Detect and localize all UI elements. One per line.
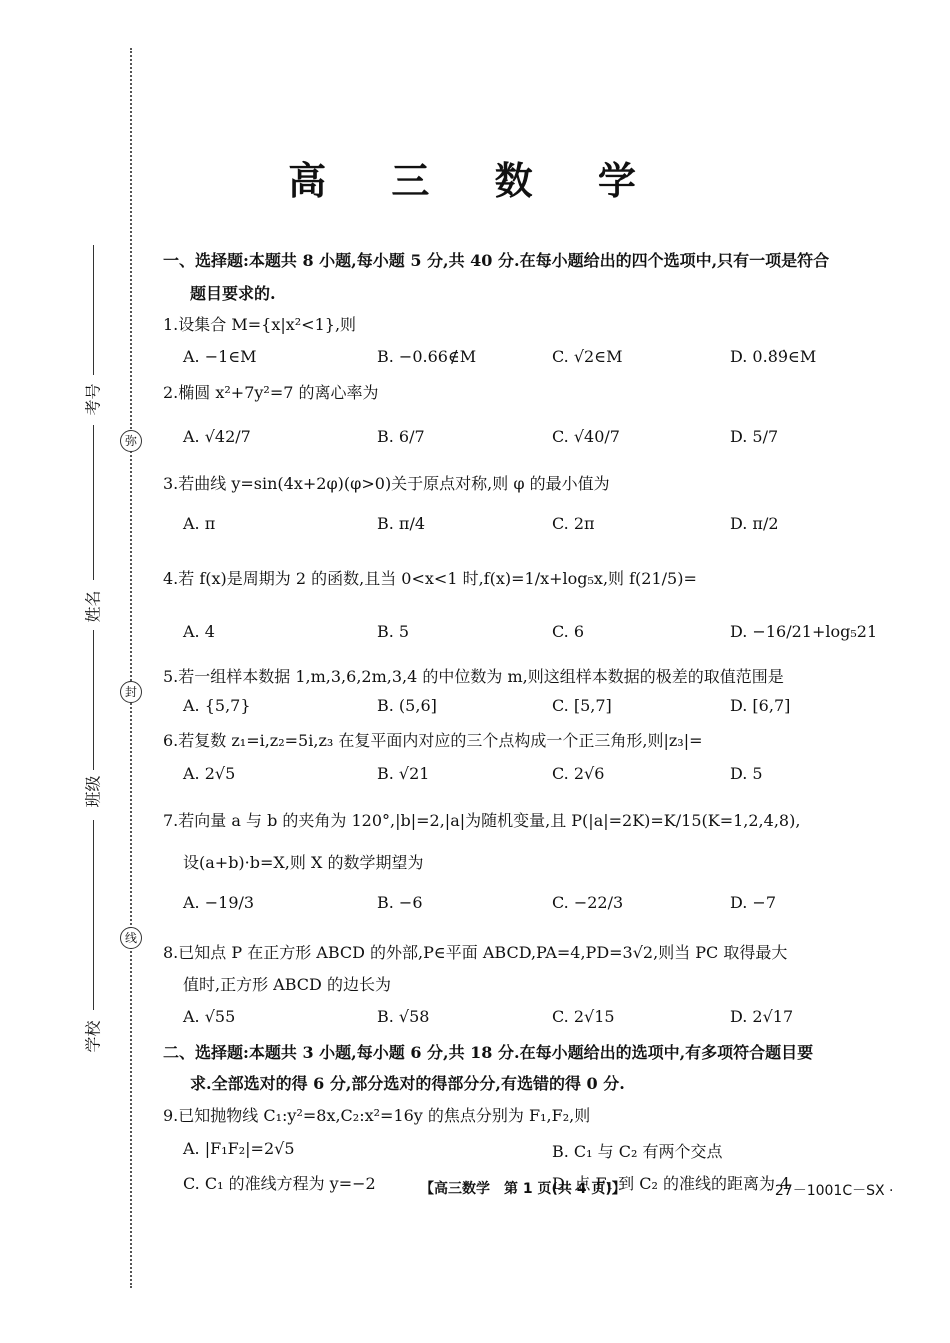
section2-heading: 二、选择题:本题共 3 小题,每小题 6 分,共 18 分.在每小题给出的选项中,有多项符合题目要 — [163, 1043, 814, 1062]
q5-option-c: C. [5,7] — [552, 696, 612, 715]
q5-stem: 5.若一组样本数据 1,m,3,6,2m,3,4 的中位数为 m,则这组样本数据的极差的取值范围是 — [163, 667, 784, 686]
q4-stem: 4.若 f(x)是周期为 2 的函数,且当 0<x<1 时,f(x)=1/x+log₅x,则 f(21/5)= — [163, 569, 697, 588]
q3-stem: 3.若曲线 y=sin(4x+2φ)(φ>0)关于原点对称,则 φ 的最小值为 — [163, 474, 610, 493]
q8-option-a: A. √55 — [183, 1007, 236, 1026]
section2-heading-cont: 求.全部选对的得 6 分,部分选对的得部分分,有选错的得 0 分. — [190, 1074, 625, 1093]
class-rule — [93, 630, 94, 770]
q9-option-d: D. 点 F₁ 到 C₂ 的准线的距离为 4 — [552, 1174, 791, 1193]
q8-stem: 8.已知点 P 在正方形 ABCD 的外部,P∈平面 ABCD,PA=4,PD=3√2,则当 PC 取得最大 — [163, 943, 788, 962]
q7-option-b: B. −6 — [377, 893, 423, 912]
exam-code: · 27－1001C－SX · — [766, 1183, 894, 1199]
q1-option-c: C. √2∈M — [552, 347, 623, 366]
q4-option-a: A. 4 — [183, 622, 215, 641]
binding-dotted-line — [130, 48, 132, 1288]
school-label: 学校 — [83, 1020, 103, 1053]
class-label: 班级 — [83, 775, 103, 808]
q6-stem: 6.若复数 z₁=i,z₂=5i,z₃ 在复平面内对应的三个点构成一个正三角形,则|z₃|= — [163, 731, 703, 750]
q2-option-c: C. √40/7 — [552, 427, 620, 446]
q1-option-d: D. 0.8̇9̇∈M — [730, 347, 817, 366]
q6-option-a: A. 2√5 — [183, 764, 236, 783]
section1-heading: 一、选择题:本题共 8 小题,每小题 5 分,共 40 分.在每小题给出的四个选项中,只有一项是符合 — [163, 251, 830, 270]
q5-option-d: D. [6,7] — [730, 696, 791, 715]
q9-option-c: C. C₁ 的准线方程为 y=−2 — [183, 1174, 376, 1193]
page-footer: 【高三数学 第 1 页(共 4 页)】 — [420, 1181, 626, 1197]
q5-option-a: A. {5,7} — [183, 696, 251, 715]
q2-option-a: A. √42/7 — [183, 427, 251, 446]
q8-option-c: C. 2√15 — [552, 1007, 615, 1026]
q2-option-b: B. 6/7 — [377, 427, 425, 446]
q7-stem: 7.若向量 a 与 b 的夹角为 120°,|b|=2,|a|为随机变量,且 P(|a|=2K)=K/15(K=1,2,4,8), — [163, 811, 801, 830]
q7-stem-cont: 设(a+b)·b=X,则 X 的数学期望为 — [183, 853, 424, 872]
q4-option-c: C. 6 — [552, 622, 585, 641]
seal-char-xian: 线 — [120, 927, 142, 949]
section1-heading-cont: 题目要求的. — [190, 284, 276, 303]
q1-option-a: A. −1∈M — [183, 347, 257, 366]
page-title: 高 三 数 学 — [288, 159, 662, 203]
q1-stem: 1.设集合 M={x|x²<1},则 — [163, 315, 357, 334]
seal-char-feng: 封 — [120, 681, 142, 703]
q9-option-b: B. C₁ 与 C₂ 有两个交点 — [552, 1142, 723, 1161]
name-rule — [93, 425, 94, 580]
q2-option-d: D. 5/7 — [730, 427, 779, 446]
q8-option-d: D. 2√17 — [730, 1007, 794, 1026]
seal-char-mi: 弥 — [120, 430, 142, 452]
name-label: 姓名 — [83, 590, 103, 623]
q6-option-c: C. 2√6 — [552, 764, 605, 783]
q5-option-b: B. (5,6] — [377, 696, 437, 715]
exam-number-rule — [93, 245, 94, 375]
q7-option-d: D. −7 — [730, 893, 777, 912]
exam-number-label: 考号 — [83, 383, 103, 416]
q3-option-b: B. π/4 — [377, 514, 426, 533]
q4-option-d: D. −16/21+log₅21 — [730, 622, 878, 641]
school-rule — [93, 820, 94, 1010]
q8-option-b: B. √58 — [377, 1007, 430, 1026]
q3-option-a: A. π — [183, 514, 216, 533]
q2-stem: 2.椭圆 x²+7y²=7 的离心率为 — [163, 383, 379, 402]
q7-option-c: C. −22/3 — [552, 893, 624, 912]
q6-option-d: D. 5 — [730, 764, 763, 783]
q1-option-b: B. −0.66∉M — [377, 347, 477, 366]
q8-stem-cont: 值时,正方形 ABCD 的边长为 — [183, 975, 391, 994]
q6-option-b: B. √21 — [377, 764, 430, 783]
q3-option-d: D. π/2 — [730, 514, 779, 533]
q7-option-a: A. −19/3 — [183, 893, 255, 912]
q9-stem: 9.已知抛物线 C₁:y²=8x,C₂:x²=16y 的焦点分别为 F₁,F₂,则 — [163, 1106, 591, 1125]
q9-option-a: A. |F₁F₂|=2√5 — [183, 1139, 295, 1158]
q3-option-c: C. 2π — [552, 514, 595, 533]
q4-option-b: B. 5 — [377, 622, 410, 641]
